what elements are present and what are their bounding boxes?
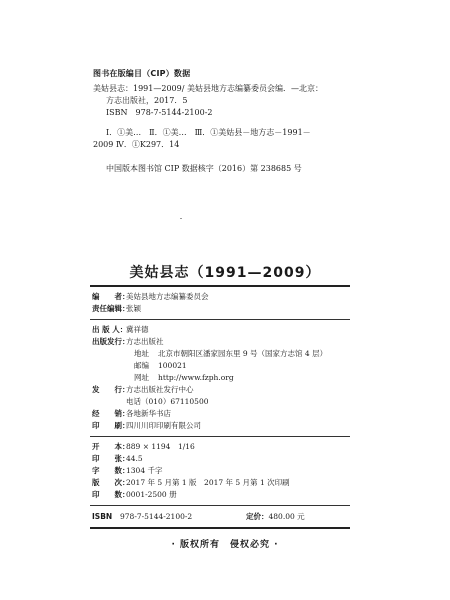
copyright-notice: · 版权所有 侵权必究 · bbox=[171, 540, 279, 550]
divider-2 bbox=[90, 436, 350, 437]
price-value: 480.00 元 bbox=[268, 512, 305, 521]
publisher-row bbox=[92, 337, 164, 347]
print-run-value: 0001-2500 册 bbox=[126, 490, 177, 499]
cip-line-3: ISBN 978-7-5144-2100-2 bbox=[106, 108, 213, 117]
format-value: 889 × 1194 1/16 bbox=[126, 442, 195, 451]
publisher-person-value: 冀祥德 bbox=[126, 325, 149, 334]
website-value: http://www.fzph.org bbox=[158, 373, 234, 382]
book-title: 美姑县志（1991—2009） bbox=[129, 265, 321, 281]
responsible-editor-row bbox=[92, 304, 141, 314]
address-value: 北京市朝阳区潘家园东里 9 号（国家方志馆 4 层） bbox=[158, 349, 328, 358]
cip-line-5: 2009 Ⅳ．①K297．14 bbox=[93, 140, 180, 149]
printer-row bbox=[92, 421, 201, 431]
editor-value: 美姑县地方志编纂委员会 bbox=[126, 292, 209, 301]
divider-top bbox=[90, 285, 350, 287]
printer-value: 四川川印印刷有限公司 bbox=[126, 421, 201, 430]
sheets-label: 印 张： bbox=[92, 454, 130, 463]
cip-line-1: 美姑县志：1991—2009/ 美姑县地方志编纂委员会编．—北京： bbox=[93, 84, 323, 93]
cip-line-4: Ⅰ．①美… Ⅱ．①美… Ⅲ．①美姑县－地方志－1991－ bbox=[106, 128, 311, 137]
address-row bbox=[134, 349, 327, 359]
website-label: 网址 bbox=[134, 373, 149, 382]
cip-line-2: 方志出版社，2017．5 bbox=[106, 96, 188, 105]
words-row bbox=[92, 466, 162, 476]
sheets-row bbox=[92, 454, 143, 464]
postcode-row bbox=[134, 361, 187, 371]
editor-row bbox=[92, 292, 209, 302]
print-run-row bbox=[92, 490, 177, 500]
sheets-value: 44.5 bbox=[126, 454, 143, 463]
phone-row bbox=[126, 397, 209, 407]
divider-bottom bbox=[90, 527, 350, 529]
phone-value: 电话（010）67110500 bbox=[126, 397, 209, 406]
isbn-row bbox=[92, 512, 305, 522]
decorative-dot bbox=[180, 218, 182, 219]
divider-3 bbox=[90, 505, 350, 506]
printer-label: 印 刷： bbox=[92, 421, 130, 430]
isbn-value: 978-7-5144-2100-2 bbox=[120, 512, 193, 521]
price-label: 定价： bbox=[246, 512, 269, 521]
seller-row bbox=[92, 409, 171, 419]
publisher-person-row bbox=[92, 325, 149, 335]
divider-1 bbox=[90, 319, 350, 320]
edition-row bbox=[92, 478, 290, 488]
postcode-label: 邮编 bbox=[134, 361, 149, 370]
distribution-value: 方志出版社发行中心 bbox=[126, 385, 194, 394]
words-label: 字 数： bbox=[92, 466, 130, 475]
website-row bbox=[134, 373, 234, 383]
edition-label: 版 次： bbox=[92, 478, 130, 487]
postcode-value: 100021 bbox=[158, 361, 187, 370]
responsible-editor-label: 责任编辑： bbox=[92, 304, 130, 313]
format-row bbox=[92, 442, 195, 452]
address-label: 地址 bbox=[134, 349, 149, 358]
seller-value: 各地新华书店 bbox=[126, 409, 171, 418]
edition-value: 2017 年 5 月第 1 版 2017 年 5 月第 1 次印刷 bbox=[126, 478, 290, 487]
responsible-editor-value: 张颖 bbox=[126, 304, 141, 313]
print-run-label: 印 数： bbox=[92, 490, 130, 499]
format-label: 开 本： bbox=[92, 442, 130, 451]
publisher-person-label: 出 版 人： bbox=[92, 325, 128, 334]
seller-label: 经 销： bbox=[92, 409, 130, 418]
distribution-row bbox=[92, 385, 194, 395]
distribution-label: 发 行： bbox=[92, 385, 130, 394]
cip-heading: 图书在版编目（CIP）数据 bbox=[93, 69, 191, 78]
publisher-value: 方志出版社 bbox=[126, 337, 164, 346]
cip-line-6: 中国版本图书馆 CIP 数据核字（2016）第 238685 号 bbox=[106, 164, 302, 173]
words-value: 1304 千字 bbox=[126, 466, 163, 475]
editor-label: 编 者： bbox=[92, 292, 130, 301]
isbn-label: ISBN bbox=[92, 512, 113, 521]
publisher-label: 出版发行： bbox=[92, 337, 130, 346]
